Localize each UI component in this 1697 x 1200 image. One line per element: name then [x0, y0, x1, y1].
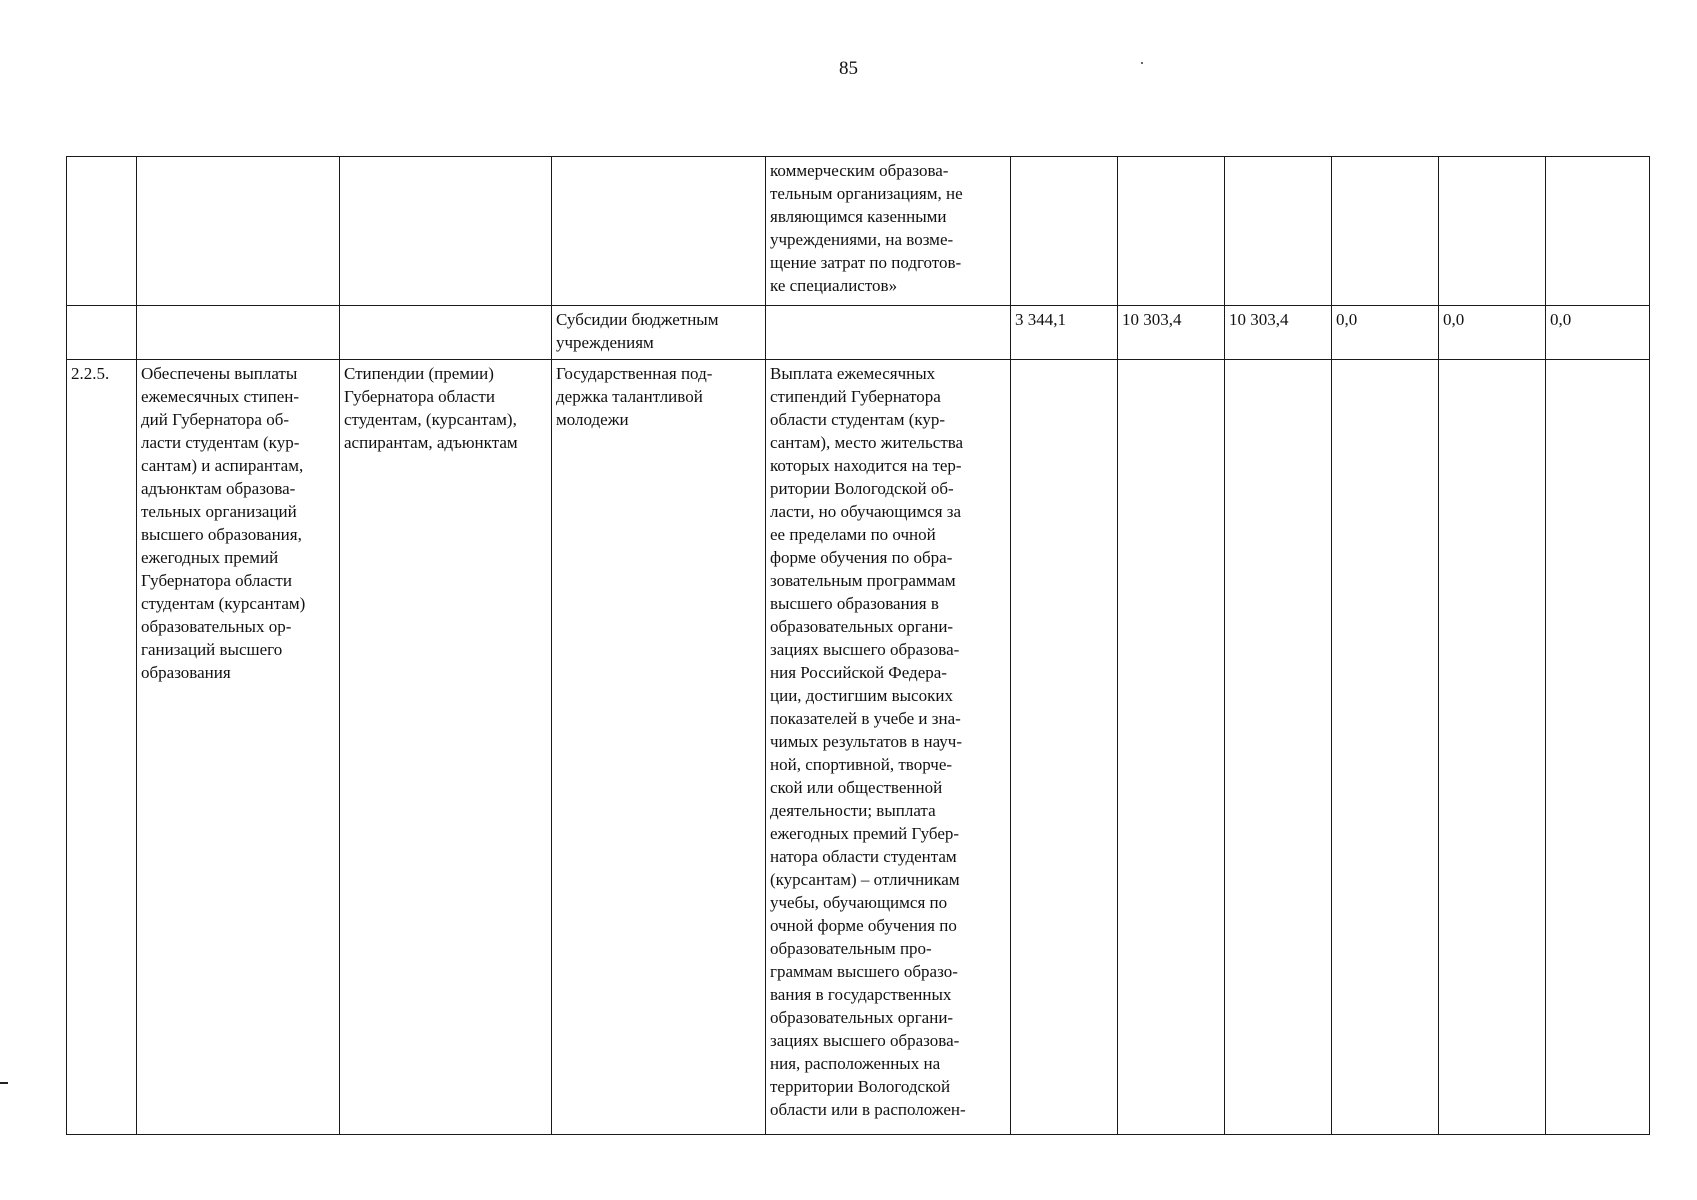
cell-value: 10 303,4: [1225, 306, 1332, 360]
cell-number: [67, 157, 137, 306]
cell-value: [1439, 360, 1546, 1135]
cell-funding-source: Субсидии бюджетным учреждениям: [552, 306, 766, 360]
cell-result: [137, 306, 340, 360]
cell-value: [1439, 157, 1546, 306]
cell-funding-source: [552, 157, 766, 306]
page-number: 85: [839, 58, 858, 79]
cell-funding-source: Государственная под- держка талантливой молодежи: [552, 360, 766, 1135]
table-row-2-2-5: [67, 360, 1650, 1135]
cell-value: 0,0: [1546, 306, 1650, 360]
cell-measure: Стипендии (премии) Губернатора области студентам, (курсантам), аспирантам, адъюнктам: [340, 360, 552, 1135]
cell-value: [1118, 360, 1225, 1135]
cell-value: [1546, 360, 1650, 1135]
cell-description: коммерческим образова- тельным организациям, не являющимся казенными учреждениями, на возме- щение затрат по подготов- ке специалистов»: [766, 157, 1011, 306]
cell-value: [1332, 157, 1439, 306]
cell-value: 10 303,4: [1118, 306, 1225, 360]
cell-number: [67, 306, 137, 360]
cell-value: [1225, 360, 1332, 1135]
table-row-subsidy: [67, 306, 1650, 360]
cell-value: [1546, 157, 1650, 306]
scan-speck: [1141, 62, 1143, 64]
program-table: [66, 156, 1650, 1135]
cell-value: [1332, 360, 1439, 1135]
cell-value: [1225, 157, 1332, 306]
cell-value: [1118, 157, 1225, 306]
cell-number: 2.2.5.: [67, 360, 137, 1135]
cell-value: 0,0: [1332, 306, 1439, 360]
cell-value: 0,0: [1439, 306, 1546, 360]
cell-value: [1011, 157, 1118, 306]
table-row-continuation: [67, 157, 1650, 306]
cell-value: 3 344,1: [1011, 306, 1118, 360]
cell-measure: [340, 306, 552, 360]
margin-mark: [0, 1082, 8, 1084]
cell-value: [1011, 360, 1118, 1135]
cell-description: [766, 306, 1011, 360]
cell-description: Выплата ежемесячных стипендий Губернатора области студентам (кур- сантам), место жительства которых находится на тер- ритории Вологодской об- ласти, но обучающимся за ее пределами по очной форме обучения по обра- зовательным программам высшего образования в образовательных органи- зациях высшего образова- ния Российской Федера- ции, достигшим высоких показателей в учебе и зна- чимых результатов в науч- ной, спортивной, творче- ской или общественной деятельности; выплата ежегодных премий Губер- натора области студентам (курсантам) – отличникам учебы, обучающимся по очной форме обучения по образовательным про- граммам высшего образо- вания в государственных образовательных органи- зациях высшего образова- ния, расположенных на территории Вологодской области или в расположен-: [766, 360, 1011, 1135]
cell-measure: [340, 157, 552, 306]
cell-result: Обеспечены выплаты ежемесячных стипен- дий Губернатора об- ласти студентам (кур- сантам) и аспирантам, адъюнктам образова- тельных организаций высшего образования, ежегодных премий Губернатора области студентам (курсантам) образовательных ор- ганизаций высшего образования: [137, 360, 340, 1135]
cell-result: [137, 157, 340, 306]
